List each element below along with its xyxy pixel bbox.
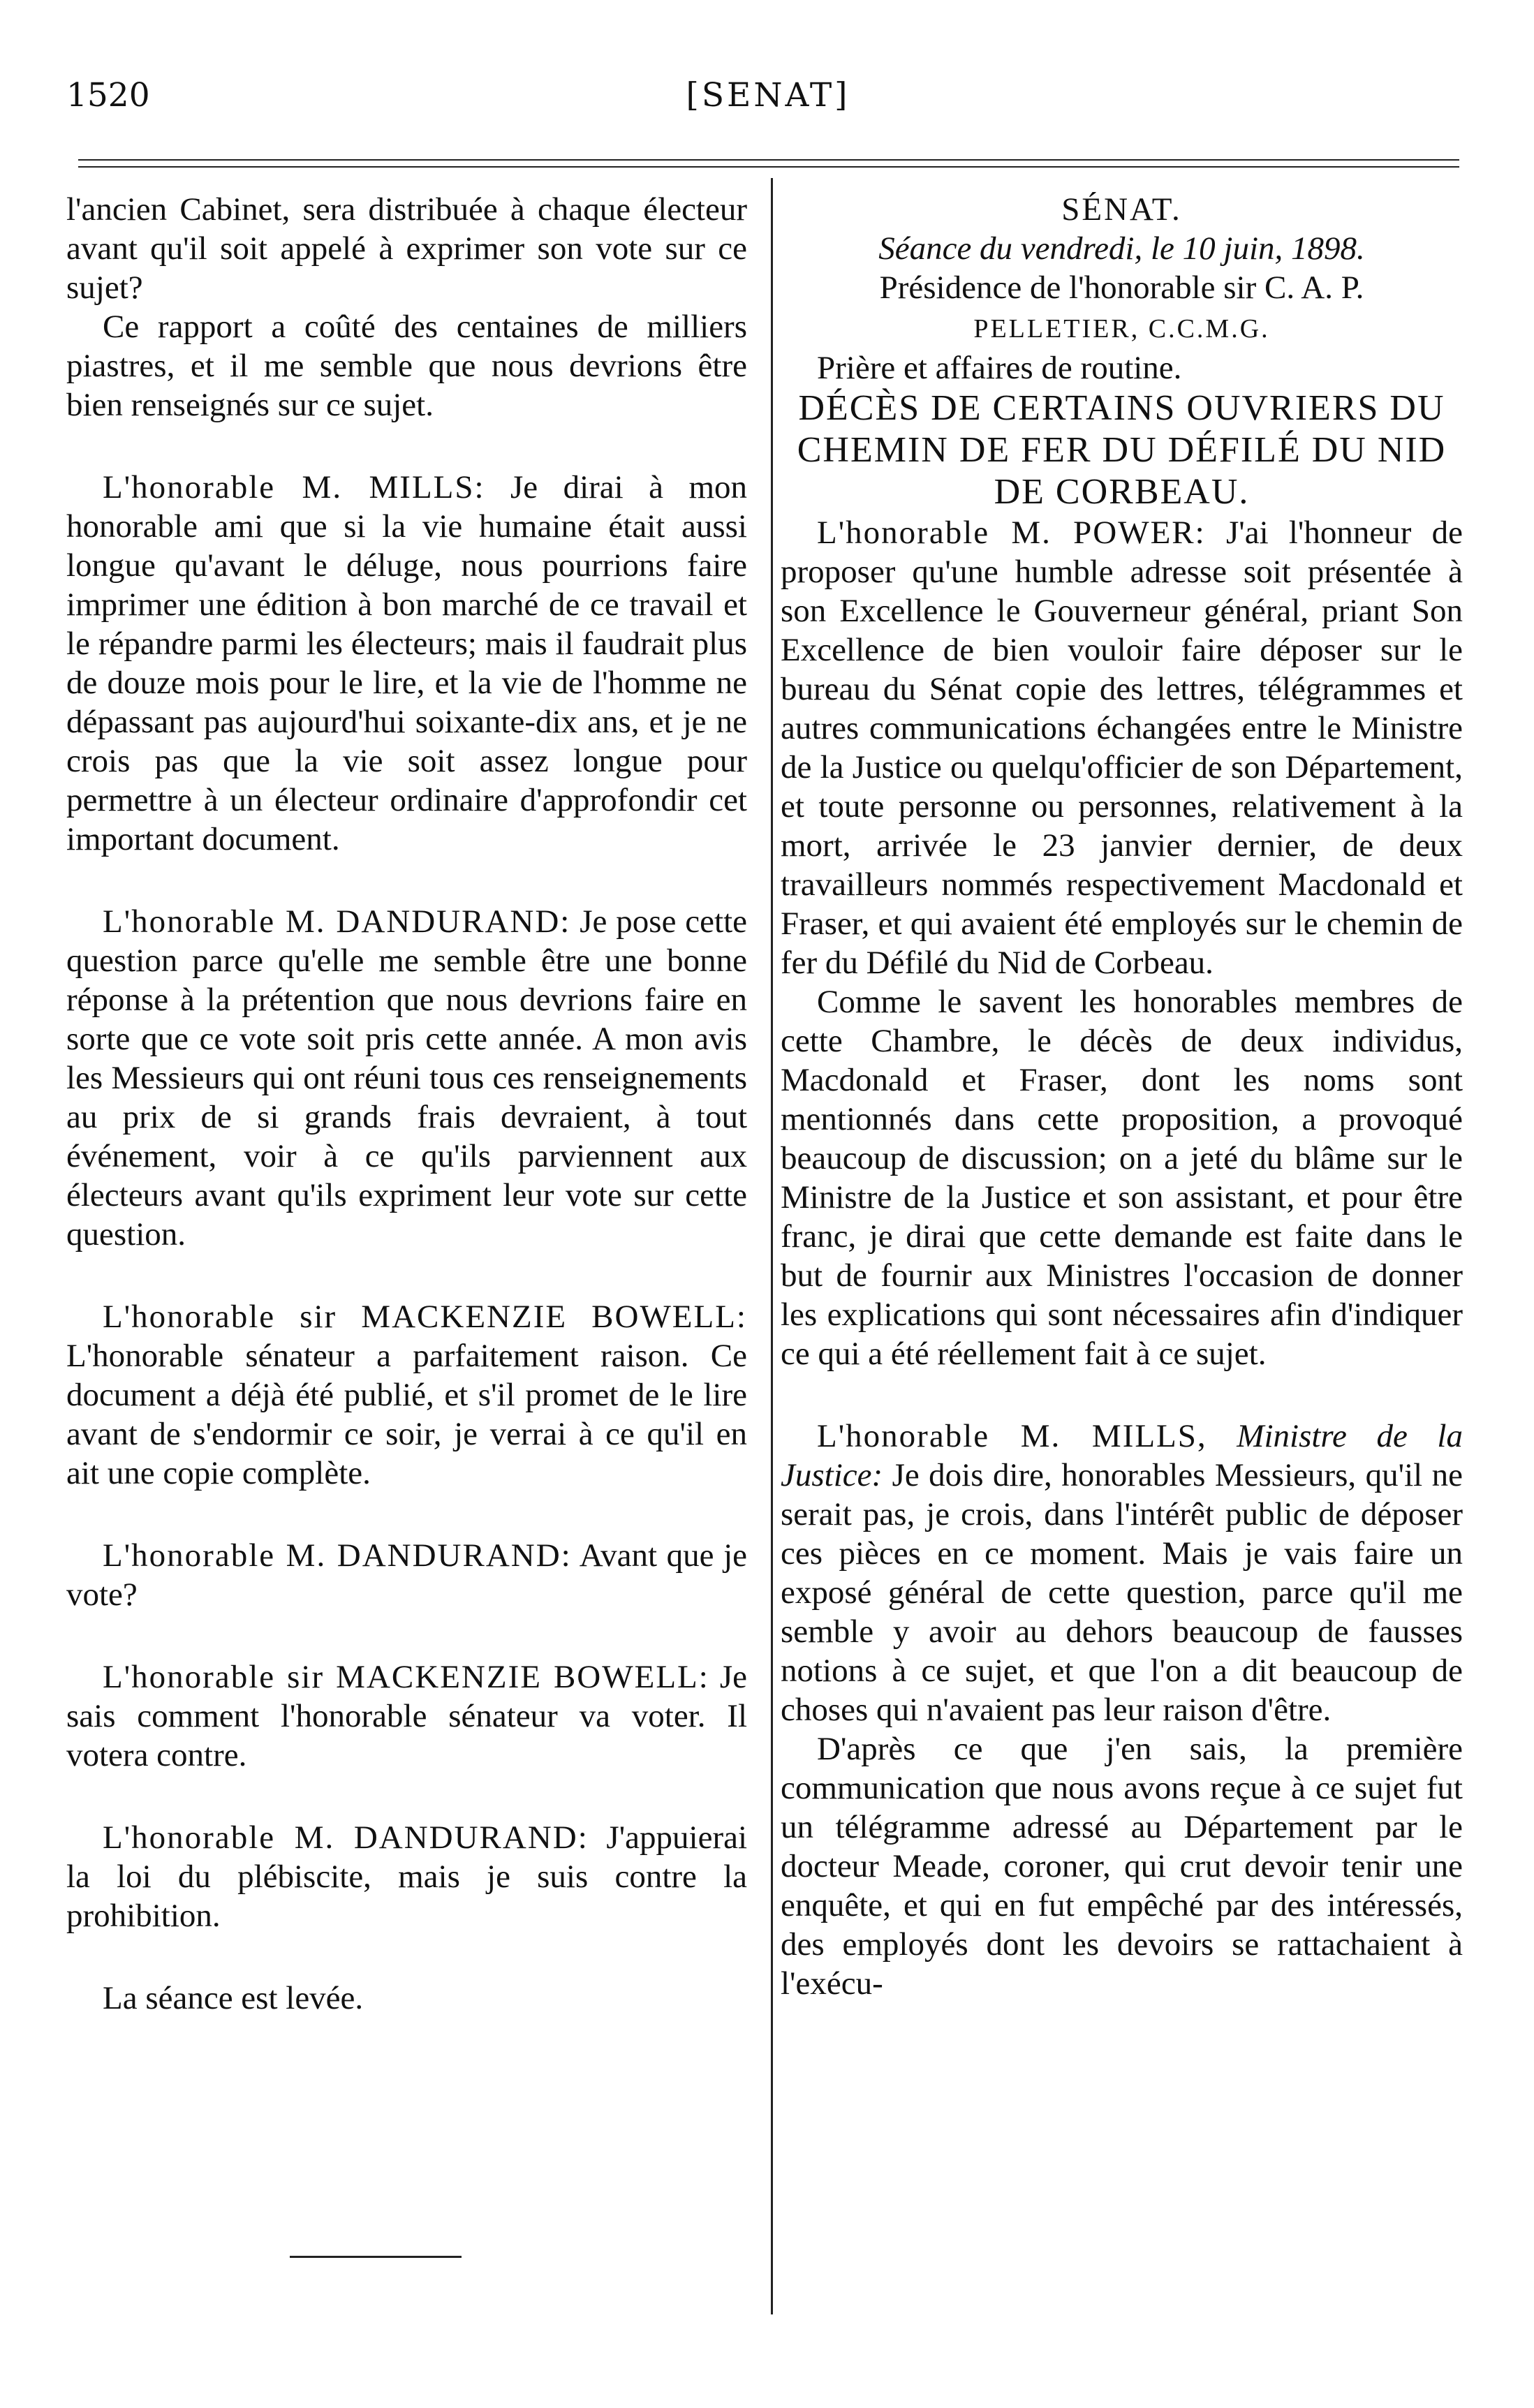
speech-text: J'appuierai la loi du plébiscite, mais je suis contre la prohibition. — [66, 1819, 748, 1934]
right-paragraph-1 — [781, 513, 1463, 982]
speaker-dandurand: L'honorable M. DANDURAND: — [103, 1819, 589, 1856]
speech-text: L'honorable sénateur a parfaitement raison. Ce document a déjà été publié, et s'il promet de le lire avant de s'endormir ce soir, je verrai à ce qu'il en ait une copie complète. — [66, 1338, 747, 1491]
speaker-bowell: L'honorable sir MACKENZIE BOWELL: — [103, 1659, 709, 1695]
speaker-dandurand: L'honorable M. DANDURAND: — [103, 903, 571, 940]
speech-text: Je dois dire, honorables Messieurs, qu'il ne serait pas, je crois, dans l'intérêt public de déposer ces pièces en ce moment. Mais je vais faire un exposé général de cette question, parce qu'il me semble y avoir au dehors beaucoup de fausses notions à ce sujet, et que l'on a dit beaucoup de choses qui n'avaient pas leur raison d'être. — [781, 1457, 1463, 1728]
header-rule-top — [78, 159, 1459, 161]
presidency-line-2: PELLETIER, C.C.M.G. — [973, 314, 1270, 344]
speaker-dandurand: L'honorable M. DANDURAND: — [103, 1537, 572, 1574]
right-paragraph-2: Comme le savent les honorables membres de cette Chambre, le décès de deux individus, Macdonald et Fraser, dont les noms sont mentionnés dans cette proposition, a provoqué beaucoup de discussion; on a jeté du blâme sur le Ministre de la Justice et son assistant, et pour être franc, je dirai que cette demande est faite dans le but de fournir aux Ministres l'occasion de donner les explications qui sont nécessaires afin d'indiquer ce qui a été réellement fait à ce sujet. — [781, 984, 1463, 1372]
running-head: [SENAT] — [686, 76, 850, 115]
left-paragraph-2: Ce rapport a coûté des centaines de milliers piastres, et il me semble que nous devrions être bien renseignés sur ce sujet. — [66, 309, 747, 423]
column-divider — [771, 178, 773, 2314]
section-title: SÉNAT. — [1061, 191, 1182, 228]
left-paragraph-7 — [66, 1657, 747, 1775]
left-paragraph-8 — [66, 1818, 747, 1935]
speaker-power: L'honorable M. POWER: — [817, 515, 1206, 551]
debate-heading: DÉCÈS DE CERTAINS OUVRIERS DU CHEMIN DE FER DU DÉFILÉ DU NID DE CORBEAU. — [797, 388, 1447, 512]
speaker-mills: L'honorable M. MILLS, — [817, 1418, 1207, 1454]
presidency — [781, 268, 1463, 348]
speech-text: Je pose cette question parce qu'elle me semble être une bonne réponse à la prétention que nous devrions faire en sorte que ce vote soit pris cette année. A mon avis les Messieurs qui ont réuni tous ces renseignements au prix de si grands frais devraient, à tout événement, voir à ce qu'ils parviennent aux électeurs avant qu'ils expriment leur vote sur cette question. — [66, 903, 748, 1253]
right-column — [781, 190, 1463, 2003]
session-date: Séance du vendredi, le 10 juin, 1898. — [878, 230, 1365, 267]
presidency-line-1: Présidence de l'honorable sir C. A. P. — [879, 269, 1364, 306]
header-rule-bottom — [78, 166, 1459, 168]
left-paragraph-9: La séance est levée. — [103, 1980, 364, 2016]
speech-text: J'ai l'honneur de proposer qu'une humble adresse soit présentée à son Excellence le Gouverneur général, priant Son Excellence de bien vouloir faire déposer sur le bureau du Sénat copie des lettres, télégrammes et autres communications échangées entre le Ministre de la Justice ou quelqu'officier de son Département, et toute personne ou personnes, relativement à la mort, arrivée le 23 janvier dernier, de deux travailleurs nommés respectivement Macdonald et Fraser, et qui avaient été employés sur le chemin de fer du Défilé du Nid de Corbeau. — [781, 515, 1463, 981]
left-paragraph-4 — [66, 902, 747, 1254]
page-number: 1520 — [66, 76, 150, 115]
speaker-title: Ministre de la Justice: — [781, 1418, 1463, 1493]
left-paragraph-3 — [66, 468, 747, 859]
closing-rule — [290, 2256, 462, 2258]
speech-text: Je dirai à mon honorable ami que si la vie humaine était aussi longue qu'avant le déluge, nous pourrions faire imprimer une édition à bon marché de ce travail et le répandre parmi les électeurs; mais il faudrait plus de douze mois pour le lire, et la vie de l'homme ne dépassant pas aujourd'hui soixante-dix ans, et je ne crois pas que la vie soit assez longue pour permettre à un électeur ordinaire d'approfondir cet important document. — [66, 469, 748, 857]
page-header — [66, 66, 1470, 122]
speaker-bowell: L'honorable sir MACKENZIE BOWELL: — [103, 1299, 747, 1335]
routine-business: Prière et affaires de routine. — [817, 350, 1182, 386]
left-paragraph-5 — [66, 1297, 747, 1493]
speech-text: Avant que je vote? — [66, 1537, 748, 1613]
left-column — [66, 190, 747, 2018]
speaker-mills: L'honorable M. MILLS: — [103, 469, 485, 505]
left-paragraph-1: l'ancien Cabinet, sera distribuée à chaque électeur avant qu'il soit appelé à exprimer son vote sur ce sujet? — [66, 191, 747, 306]
right-paragraph-4: D'après ce que j'en sais, la première communication que nous avons reçue à ce sujet fut un télégramme adressé au Département par le docteur Meade, coroner, qui crut devoir tenir une enquête, et qui en fut empêché par des intéressés, des employés dont les devoirs se rattachaient à l'exécu- — [781, 1731, 1463, 2002]
left-paragraph-6 — [66, 1536, 747, 1614]
speech-text: Je sais comment l'honorable sénateur va voter. Il votera contre. — [66, 1659, 747, 1773]
right-paragraph-3 — [781, 1417, 1463, 1729]
